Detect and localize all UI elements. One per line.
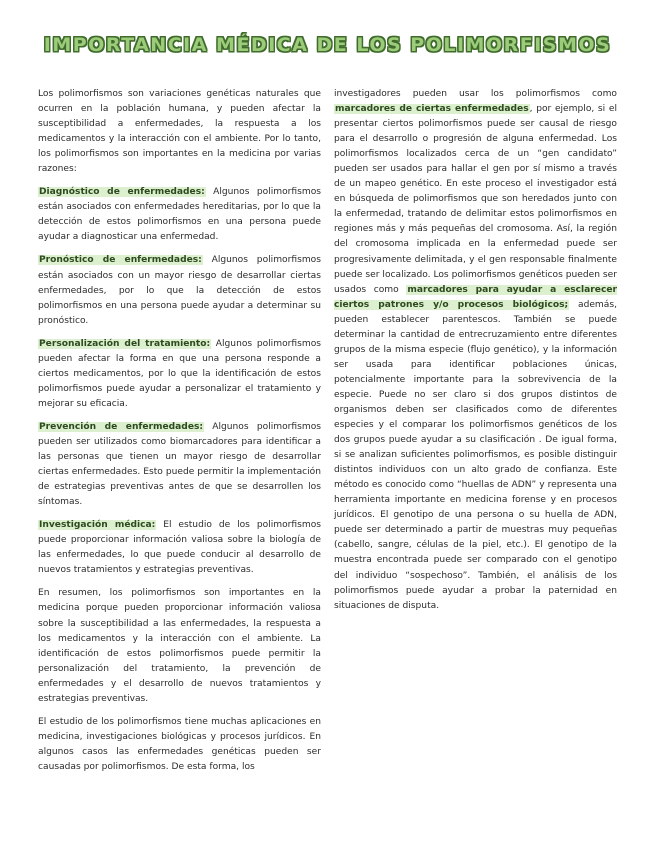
item-diagnostico — [38, 185, 321, 245]
left-column — [38, 87, 321, 775]
item-personalizacion — [38, 337, 321, 412]
item-text: Algunos polimorfismos están asociados con enfermedades hereditarias, por lo que la detección de estos polimorfismos en una persona puede ayudar a diagnosticar una enfermedad. — [38, 187, 322, 243]
right-column — [334, 87, 617, 614]
item-pronostico — [38, 253, 321, 328]
paragraph-text: , por ejemplo, si el presentar ciertos polimorfismos puede ser causal de riesgo para el desarrollo o progresión de alguna enfermedad. Los polimorfismos localizados cerca de un “gen candidato” pueden ser usados para hallar el gen por sí mismo a través de un mapeo genético. En este proceso el investigador está en búsqueda de polimorfismos que son heredados junto con la enfermedad, tratando de delimitar estos polimorfismos en regiones más y más pequeñas del cromosoma. Así, la región del cromosoma implicada en la enfermedad puede ser progresivamente delimitada, y el gen responsable finalmente puede ser localizado. Los polimorfismos genéticos pueden ser usados como — [334, 104, 617, 295]
continuation-paragraph — [334, 87, 617, 614]
paragraph-text: investigadores pueden usar los polimorfismos como — [334, 89, 617, 99]
summary-paragraph: En resumen, los polimorfismos son importantes en la medicina porque pueden proporcionar información valiosa sobre la susceptibilidad a las enfermedades, la respuesta a los medicamentos y la interacción con el ambiente. La identificación de estos polimorfismos puede permitir la personalización del tratamiento, la prevención de enfermedades y el desarrollo de nuevos tratamientos y estrategias preventivas. — [38, 588, 321, 704]
item-prevencion — [38, 420, 321, 510]
intro-paragraph: Los polimorfismos son variaciones genéticas naturales que ocurren en la población humana, y pueden afectar la susceptibilidad a enfermedades, la respuesta a los medicamentos y la interacción con el ambiente. Por lo tanto, los polimorfismos son importantes en la medicina por varias razones: — [38, 89, 321, 175]
highlight-term: Pronóstico de enfermedades: — [39, 255, 202, 266]
item-text: Algunos polimorfismos están asociados con un mayor riesgo de desarrollar ciertas enfermedades, por lo que la detección de estos polimorfismos en una persona puede ayudar a determinar su pronóstico. — [38, 255, 321, 326]
highlight-phrase: marcadores para ayudar a esclarecer ciertos patrones y/o procesos biológicos; — [334, 284, 617, 310]
item-text: Algunos polimorfismos pueden afectar la forma en que una persona responde a ciertos medicamentos, por lo que la identificación de estos polimorfismos puede ayudar a personalizar el tratamiento y mejorar su eficacia. — [38, 338, 321, 409]
highlight-term: Personalización del tratamiento: — [39, 338, 211, 349]
highlight-phrase: marcadores de ciertas enfermedades — [335, 104, 529, 115]
highlight-term: Investigación médica: — [39, 520, 156, 531]
paragraph-text: además, pueden establecer parentescos. También se puede determinar la cantidad de entrecruzamiento entre diferentes grupos de la misma especie (flujo genético), y la información ser usada para identificar poblaciones únicas, potencialmente importante para la sobrevivencia de la especie. Puede no ser claro si dos grupos distintos de organismos deben ser clasificados como de diferentes especies y el comparar los polimorfismos genéticos de los dos grupos puede ayudar a su clasificación . De igual forma, si se analizan suficientes polimorfismos, es posible distinguir distintos individuos con un alto grado de confianza. Este método es conocido como “huellas de ADN” y representa una herramienta importante en medicina forense y en procesos jurídicos. El genotipo de una persona o su huella de ADN, puede ser determinado a partir de muestras muy pequeñas (cabello, sangre, células de la piel, etc.). El genotipo de la muestra encontrada puede ser comparado con el genotipo del individuo “sospechoso”. También, el análisis de los polimorfismos puede ayudar a probar la paternidad en situaciones de disputa. — [334, 299, 617, 611]
item-text: El estudio de los polimorfismos puede proporcionar información valiosa sobre la biología de las enfermedades, lo que puede conducir al desarrollo de nuevos tratamientos y estrategias preventivas. — [38, 520, 322, 576]
closing-paragraph: El estudio de los polimorfismos tiene muchas aplicaciones en medicina, investigaciones biológicas y procesos jurídicos. En algunos casos las enfermedades genéticas pueden ser causadas por polimorfismos. De esta forma, los — [38, 716, 321, 772]
item-investigacion — [38, 518, 321, 578]
highlight-term: Diagnóstico de enfermedades: — [39, 187, 205, 198]
item-text: Algunos polimorfismos pueden ser utilizados como biomarcadores para identificar a las personas que tienen un mayor riesgo de desarrollar ciertas enfermedades. Esto puede permitir la implementación de estrategias preventivas antes de que se desarrollen los síntomas. — [38, 421, 322, 508]
page-title: IMPORTANCIA MÉDICA DE LOS POLIMORFISMOS — [43, 34, 612, 56]
highlight-term: Prevención de enfermedades: — [39, 421, 204, 432]
